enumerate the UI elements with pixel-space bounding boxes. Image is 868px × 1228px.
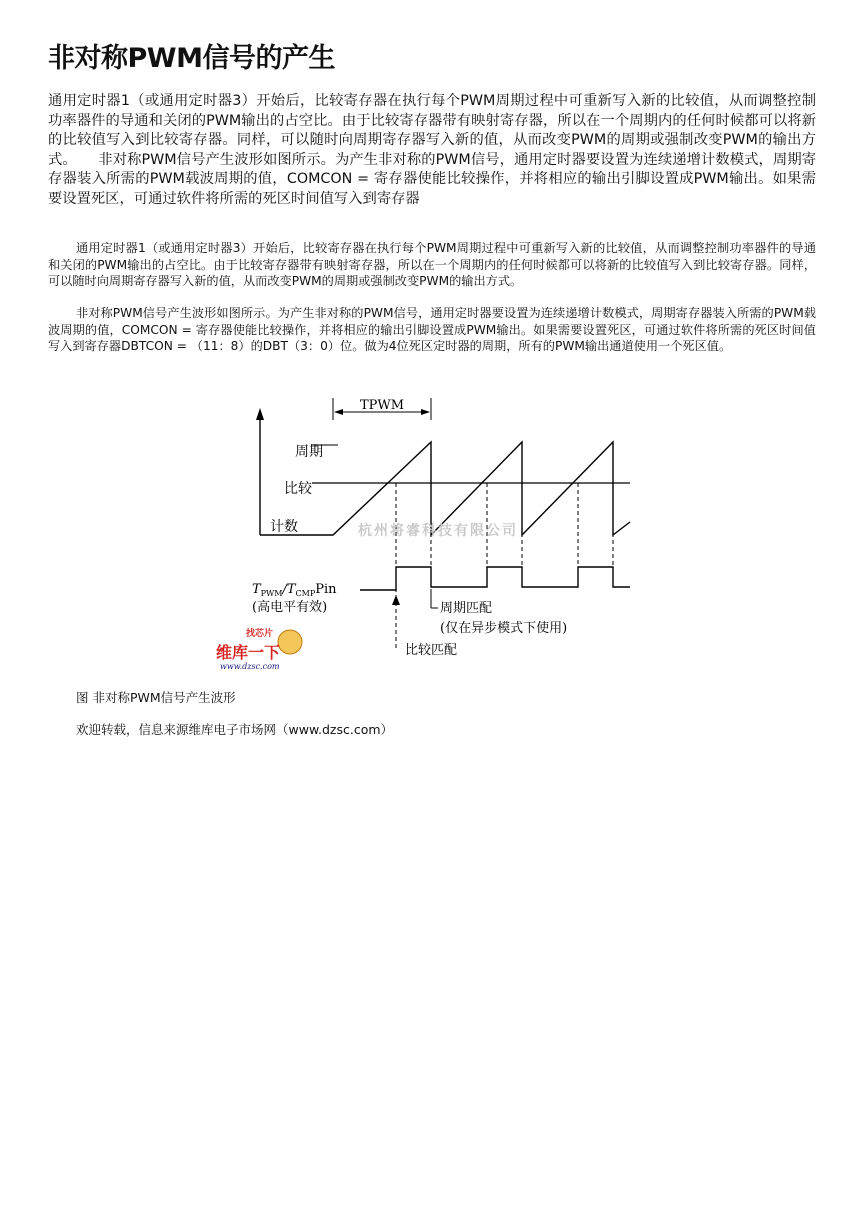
summary-paragraph: 通用定时器1（或通用定时器3）开始后，比较寄存器在执行每个PWM周期过程中可重新写入新的比较值，从而调整控制功率器件的导通和关闭的PWM输出的占空比。由于比较寄存器带有映射寄存器，所以在一个周期内的任何时候都可以将新的比较值写入到比较寄存器。同样，可以随时向周期寄存器写入新的值，从而改变PWM的周期或强制改变PWM的输出方式。 非对称PWM信号产生波形如图所示。为产生非对称的PWM信号，通用定时器要设置为连续递增计数模式，周期寄存器装入所需的PWM载波周期的值，COMCON = 寄存器使能比较操作，并将相应的输出引脚设置成PWM输出。如果需要设置死区，可通过软件将所需的死区时间值写入到寄存器 — [48, 93, 816, 207]
count-level-label: 计数 — [270, 519, 298, 535]
compare-match-arrow-icon — [392, 595, 400, 605]
tpwm-label: TPWM — [359, 398, 405, 413]
match-guide-lines — [396, 442, 613, 650]
pwm-waveform-figure — [200, 390, 640, 671]
company-watermark: 杭州将睿科技有限公司 — [358, 523, 518, 539]
svg-text:www.dzsc.com: www.dzsc.com — [220, 662, 280, 671]
period-level-label: 周期 — [295, 444, 323, 460]
async-note-label: (仅在异步模式下使用) — [440, 621, 568, 636]
svg-text:维库一下: 维库一下 — [216, 643, 281, 662]
page-title: 非对称PWM信号的产生 — [48, 43, 335, 74]
tpwm-left-arrow-icon — [334, 409, 343, 415]
compare-level-label: 比较 — [284, 481, 312, 497]
figure-caption: 图 非对称PWM信号产生波形 — [76, 690, 236, 705]
y-axis-arrow-icon — [256, 408, 264, 420]
source-footer: 欢迎转载，信息来源维库电子市场网（www.dzsc.com） — [76, 722, 394, 737]
period-match-label: 周期匹配 — [440, 601, 493, 616]
pwm-output-waveform — [360, 567, 630, 590]
tpwm-right-arrow-icon — [421, 409, 430, 415]
dzsc-logo — [216, 627, 302, 671]
svg-text:找芯片: 找芯片 — [246, 629, 274, 639]
pin-label: $T_{PWM}/T_{CMP}Pin$ — [252, 582, 337, 598]
active-high-label: (高电平有效) — [252, 600, 328, 615]
body-paragraph-1: 通用定时器1（或通用定时器3）开始后，比较寄存器在执行每个PWM周期过程中可重新写入新的比较值，从而调整控制功率器件的导通和关闭的PWM输出的占空比。由于比较寄存器带有映射寄存器，所以在一个周期内的任何时候都可以将新的比较值写入到比较寄存器。同样，可以随时向周期寄存器写入新的值，从而改变PWM的周期或强制改变PWM的输出方式。 — [48, 241, 816, 288]
body-paragraph-2: 非对称PWM信号产生波形如图所示。为产生非对称的PWM信号，通用定时器要设置为连续递增计数模式，周期寄存器装入所需的PWM载波周期的值，COMCON = 寄存器使能比较操作，并将相应的输出引脚设置成PWM输出。如果需要设置死区，可通过软件将所需的死区时间值写入到寄存器DBTCON = （11：8）的DBT（3：0）位。做为4位死区定时器的周期，所有的PWM输出通道使用一个死区值。 — [48, 306, 816, 353]
compare-match-label: 比较匹配 — [405, 643, 458, 658]
